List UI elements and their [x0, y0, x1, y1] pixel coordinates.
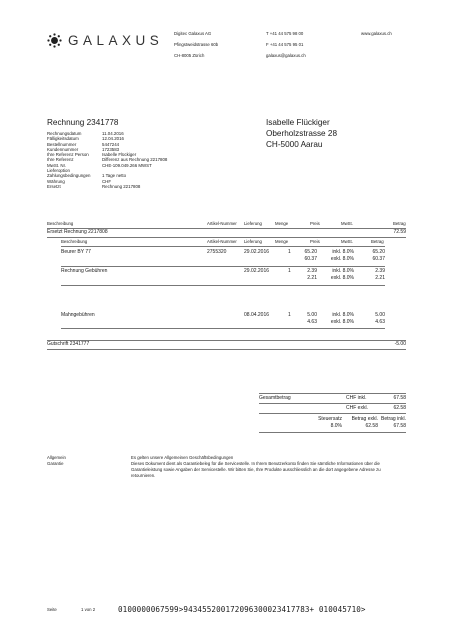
detail-key: Ihre Referenz Person — [47, 152, 89, 158]
row-qty: 1 — [288, 312, 291, 318]
sub-col-header-qty: Menge — [275, 239, 289, 244]
row-price-excl: 4.63 — [307, 319, 317, 325]
detail-value: 5447244 — [102, 141, 120, 147]
sub-col-header-vat: MwSt. — [341, 239, 353, 244]
tax-excl-header: Betrag exkl. — [351, 416, 378, 422]
recipient-street: Oberholzstrasse 28 — [266, 129, 337, 138]
col-header-qty: Menge — [275, 221, 289, 226]
detail-key: Bestellnummer — [47, 141, 77, 147]
detail-key: Fälligkeitsdatum — [47, 136, 79, 142]
total-incl-label: CHF inkl. — [346, 395, 367, 401]
row-amount-excl: 60.37 — [372, 256, 385, 262]
sub-col-header-amount: Betrag — [371, 239, 384, 244]
detail-value: Isabelle Flückiger — [102, 152, 137, 158]
row-description: Beurer BY 77 — [61, 249, 91, 255]
detail-key: Ihre Referenz — [47, 157, 74, 163]
sub-col-header-delivery: Lieferung — [244, 239, 262, 244]
divider — [61, 266, 385, 267]
address-line: Pfingstweidstrasse 60b — [174, 42, 219, 47]
recipient-city: CH-5000 Aarau — [266, 140, 323, 149]
logo-text: GALAXUS — [68, 33, 164, 48]
row-vat-excl: exkl. 8.0% — [330, 319, 354, 325]
col-header-delivery: Lieferung — [244, 221, 262, 226]
row-price: 5.00 — [307, 312, 317, 318]
tax-excl-value: 62.58 — [365, 423, 378, 429]
row-price: 65.20 — [304, 249, 317, 255]
detail-value: CHF — [102, 178, 112, 184]
row-price-excl: 2.21 — [307, 275, 317, 281]
tax-incl-header: Betrag inkl. — [380, 416, 406, 422]
recipient-name: Isabelle Flückiger — [266, 118, 330, 127]
tax-rate-value: 8.0% — [330, 423, 342, 429]
detail-key: Lieferoption — [47, 168, 70, 174]
row-vat-excl: exkl. 8.0% — [330, 256, 354, 262]
col-header-article: Artikel-Nummer — [207, 221, 237, 226]
row-article: 2755320 — [207, 249, 227, 255]
address-line: CH-8005 Zürich — [174, 53, 205, 58]
col-header-price: Preis — [310, 221, 320, 226]
row-qty: 1 — [288, 268, 291, 274]
page-number: 1 von 2 — [81, 607, 96, 612]
row-amount: 5.00 — [375, 312, 385, 318]
replaced-invoice-amount: 72.59 — [393, 229, 406, 235]
row-price: 2.39 — [307, 268, 317, 274]
row-amount: 65.20 — [372, 249, 385, 255]
company-address — [174, 31, 218, 64]
total-excl-value: 62.58 — [393, 405, 406, 411]
detail-value: Rechnung 2217808 — [102, 183, 141, 189]
row-amount: 2.39 — [375, 268, 385, 274]
terms-general-text: Es gelten unsere Allgemeinen Geschäftsbedingungen — [131, 455, 234, 460]
address-line: Digitec Galaxus AG — [174, 31, 212, 36]
phone: T +41 44 575 98 00 — [266, 31, 304, 36]
credit-note-label: Gutschrift 2341777 — [47, 341, 90, 347]
row-vat: inkl. 8.0% — [332, 268, 354, 274]
warranty-line: retournieren. — [131, 473, 156, 478]
email-link[interactable]: galaxus@galaxus.ch — [266, 53, 306, 58]
col-header-amount: Betrag — [393, 221, 406, 226]
row-date: 29.02.2016 — [244, 268, 270, 274]
esr-code-line: 0100000067599>943455200172096300023417783+ 010045710> — [118, 605, 366, 614]
terms-general-label: Allgemein — [47, 455, 66, 460]
detail-value: CHE-109.049.266 MWST — [102, 162, 152, 168]
sub-col-header-article: Artikel-Nummer — [207, 239, 237, 244]
divider — [259, 413, 406, 414]
row-vat: inkl. 8.0% — [332, 249, 354, 255]
divider — [259, 432, 406, 433]
sub-col-header-price: Preis — [310, 239, 320, 244]
detail-value: 1 Tage netto — [102, 173, 127, 179]
row-amount-excl: 4.63 — [375, 319, 385, 325]
terms-warranty-text — [131, 461, 381, 479]
row-vat-excl: exkl. 8.0% — [330, 275, 354, 281]
row-date: 29.02.2016 — [244, 249, 270, 255]
credit-note-amount: -5.00 — [394, 341, 406, 347]
divider — [47, 237, 406, 238]
row-qty: 1 — [288, 249, 291, 255]
total-incl-value: 67.58 — [393, 395, 406, 401]
row-vat: inkl. 8.0% — [332, 312, 354, 318]
col-header-description: Beschreibung — [47, 221, 74, 226]
page-label: Seite — [47, 607, 57, 612]
invoice-details — [47, 131, 167, 189]
detail-value: 1723583 — [102, 146, 120, 152]
website-link[interactable]: www.galaxus.ch — [361, 31, 392, 36]
terms-warranty-label: Garantie — [47, 461, 64, 466]
detail-key: Rechnungsdatum — [47, 131, 82, 136]
divider — [259, 403, 406, 404]
invoice-title: Rechnung 2341778 — [47, 118, 119, 127]
detail-key: MwSt. Nr. — [47, 162, 67, 168]
detail-key: Kundennummer — [47, 146, 79, 152]
tax-rate-header: Steuersatz — [318, 416, 342, 422]
detail-value: 11.04.2016 — [102, 131, 124, 136]
replaced-invoice-label: Ersetzt Rechnung 2217808 — [47, 229, 108, 235]
company-contact — [266, 31, 306, 64]
warranty-line: Dieses Dokument dient als Garantiebeleg für die Servicestelle. In Ihrem Benutzerkonto finden Sie sämtliche Informationen über die — [131, 461, 380, 466]
row-amount-excl: 2.21 — [375, 275, 385, 281]
divider — [61, 246, 385, 247]
table-row — [61, 312, 385, 332]
detail-key: Ersetzt — [47, 183, 61, 189]
tax-incl-value: 67.58 — [393, 423, 406, 429]
divider — [61, 328, 385, 329]
detail-value: 12.04.2016 — [102, 136, 124, 142]
row-price-excl: 60.37 — [304, 256, 317, 262]
recipient-address — [266, 117, 337, 150]
total-excl-label: CHF exkl. — [346, 405, 368, 411]
divider — [259, 393, 406, 394]
divider — [47, 340, 406, 341]
row-description: Rechnung Gebühren — [61, 268, 108, 274]
divider — [61, 285, 385, 286]
fax: F +41 44 575 95 01 — [266, 42, 304, 47]
col-header-vat: MwSt. — [341, 221, 353, 226]
detail-value: Differenz aus Rechnung 2217808 — [102, 157, 168, 163]
sub-col-header-description: Beschreibung — [61, 239, 88, 244]
galaxus-logo — [47, 33, 163, 48]
row-date: 08.04.2016 — [244, 312, 270, 318]
total-label: Gesamtbetrag — [259, 395, 291, 401]
sun-logo-icon — [47, 33, 62, 48]
row-description: Mahngebühren — [61, 312, 95, 318]
warranty-line: Garantieleistung sowie Angaben der Servicestelle. Wir bitten Sie, Ihre Produkte ausschliesslich an die dort angegebene Adresse zu — [131, 467, 381, 472]
detail-key: Zahlungsbedingungen — [47, 173, 91, 179]
divider — [47, 349, 406, 350]
detail-key: Währung — [47, 178, 65, 184]
